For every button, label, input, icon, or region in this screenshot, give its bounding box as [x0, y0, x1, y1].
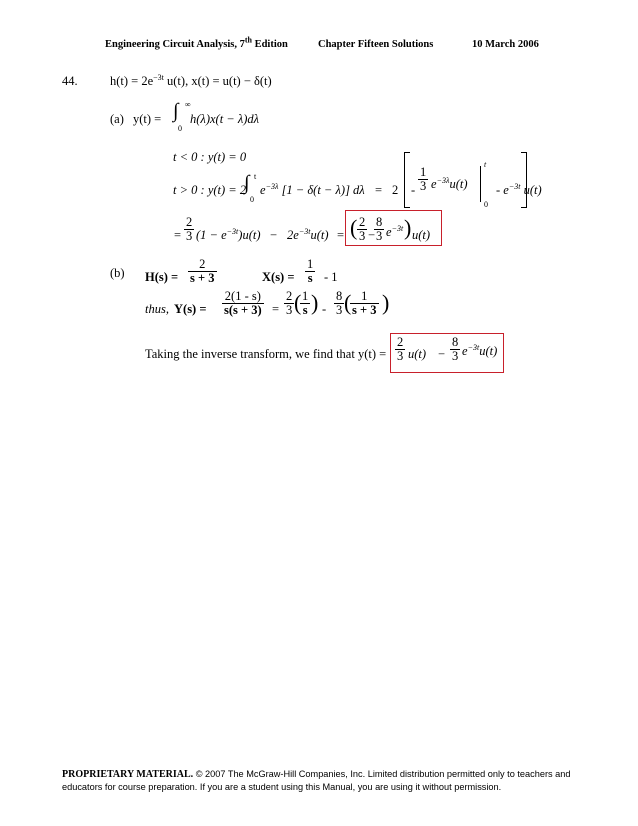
final-minus: − — [438, 347, 446, 361]
footer-copyright: PROPRIETARY MATERIAL. © 2007 The McGraw-Hill Companies, Inc. Limited distribution permitted only to teachers and educators for course preparation. If you are a student using this Manual, you are using it without permission. — [62, 769, 571, 792]
integral-2-lower: 0 — [250, 195, 254, 204]
open-paren: ( — [350, 215, 358, 240]
Y-f2: $\frac{8}{3}$ — [336, 289, 343, 317]
line3-paren: $(1 - e^{-3t})u(t)$ — [196, 226, 261, 242]
close-paren: ) — [404, 215, 412, 240]
left-bracket — [404, 152, 410, 208]
final-u: u(t) — [408, 347, 427, 361]
line3-eq2: = — [337, 228, 345, 242]
eval-lower: 0 — [484, 200, 488, 209]
problem-given: $h(t) = 2e^{-3t}$ u(t), x(t) = u(t) − δ(t) — [110, 72, 272, 88]
part-a-label: (a) — [110, 112, 124, 126]
case-t-positive-lhs: t > 0 : y(t) = 2 — [173, 183, 247, 197]
line3-eq: = — [174, 228, 182, 242]
Y-paren1-close: ) — [311, 290, 319, 315]
header-date: 10 March 2006 — [472, 39, 539, 50]
e-u-term: $e^{-3\lambda}u(t)$ — [431, 175, 468, 191]
part-a-integral — [173, 100, 178, 123]
integrand-2: $e^{-3\lambda}$ [1 − δ(t − λ)] dλ — [260, 181, 365, 197]
Y-lhs: Y(s) = — [174, 302, 207, 316]
Y-paren1-open: ( — [294, 290, 302, 315]
fraction-one-third: $\frac{1}{3}$ — [420, 165, 427, 193]
Y-eq: = — [272, 302, 280, 316]
integral-sign-2: ∫ — [244, 172, 250, 194]
case-t-negative: t < 0 : y(t) = 0 — [173, 150, 247, 164]
Y-paren2-close: ) — [382, 290, 390, 315]
integral-2-upper: t — [254, 172, 257, 181]
coef-two: 2 — [392, 183, 399, 197]
minus-sign: - — [411, 183, 416, 197]
integrand: h(λ)x(t − λ)dλ — [190, 112, 260, 126]
integral-sign: ∫ — [173, 100, 179, 122]
line3-fraction: $\frac{2}{3}$ — [186, 215, 193, 243]
X-fraction: $\frac{1}{s}$ — [307, 257, 314, 285]
H-lhs: H(s) = — [145, 270, 179, 284]
conclusion-text: Taking the inverse transform, we find that y(t) = — [145, 347, 387, 361]
final-frac2: $\frac{8}{3}$ — [452, 335, 459, 363]
right-bracket — [521, 152, 527, 208]
Y-f2b: $\frac{1}{s + 3}$ — [352, 289, 377, 317]
result-frac1: $\frac{2}{3}$ — [359, 215, 366, 243]
eq-sign: = — [375, 183, 383, 197]
integral-lower: 0 — [178, 124, 182, 133]
Y-paren2-open: ( — [344, 290, 352, 315]
final-exp-term: $e^{-3t}u(t)$ — [462, 342, 498, 358]
result-exp: $e^{-3t}$ — [386, 223, 404, 239]
Y-f1b: $\frac{1}{s}$ — [302, 289, 309, 317]
Y-f1: $\frac{2}{3}$ — [286, 289, 293, 317]
thus-label: thus, — [145, 302, 169, 316]
header-book-title: Engineering Circuit Analysis, 7th Edition — [105, 35, 288, 50]
Y-minus: - — [322, 302, 327, 316]
X-rest: - 1 — [324, 270, 338, 284]
problem-number: 44. — [62, 74, 78, 88]
H-fraction: $\frac{2}{s + 3}$ — [190, 257, 215, 285]
minus-e-term: - $e^{-3t}$ u(t) — [496, 181, 542, 197]
integral-upper: ∞ — [185, 100, 191, 109]
part-a-lhs: y(t) = — [133, 112, 162, 126]
eval-upper: t — [484, 160, 487, 169]
header-chapter: Chapter Fifteen Solutions — [318, 39, 434, 50]
line3-term2: $2e^{-3t}u(t)$ — [287, 226, 329, 242]
result-frac2: $\frac{8}{3}$ — [376, 215, 383, 243]
result-u: u(t) — [412, 228, 431, 242]
Y-fraction: $\frac{2(1 - s)}{s(s + 3)}$ — [224, 289, 262, 317]
part-b-label: (b) — [110, 266, 125, 280]
result-minus: − — [368, 228, 376, 242]
line3-minus: − — [270, 228, 278, 242]
X-lhs: X(s) = — [262, 270, 295, 284]
final-frac1: $\frac{2}{3}$ — [397, 335, 404, 363]
